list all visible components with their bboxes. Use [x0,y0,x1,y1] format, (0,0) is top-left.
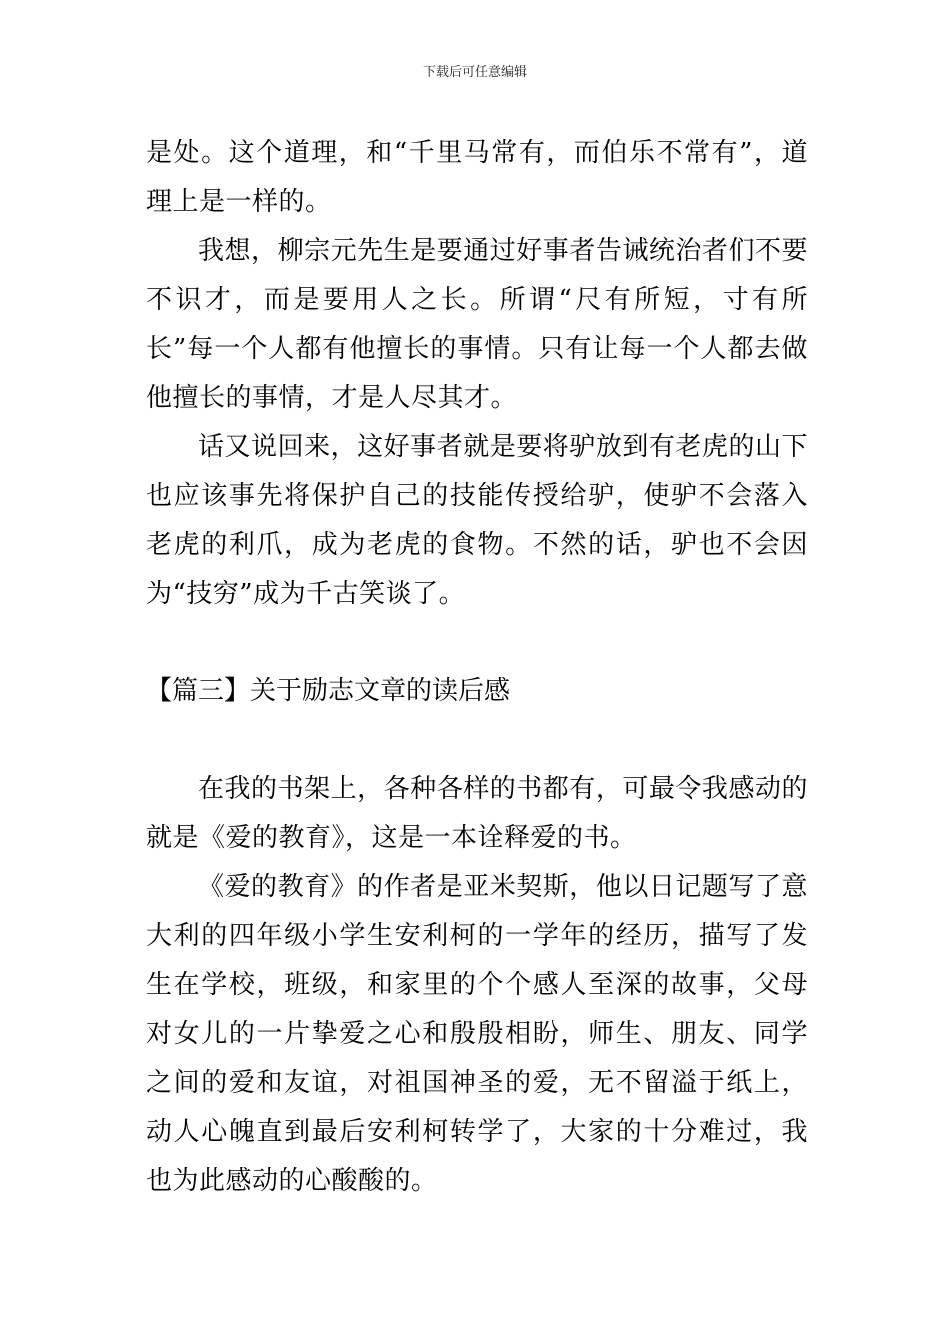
paragraph: 话又说回来，这好事者就是要将驴放到有老虎的山下也应该事先将保护自己的技能传授给驴，使驴不会落入老虎的利爪，成为老虎的食物。不然的话，驴也不会因为“技穷”成为千古笑谈了。 [146,432,808,609]
paragraph-continuation: 是处。这个道理，和“千里马常有，而伯乐不常有”，道理上是一样的。 [146,138,808,217]
paragraph: 《爱的教育》的作者是亚米契斯，他以日记题写了意大利的四年级小学生安利柯的一学年的经历，描写了发生在学校，班级，和家里的个个感人至深的故事，父母对女儿的一片挚爱之心和殷殷相盼，师生、朋友、同学之间的爱和友谊，对祖国神圣的爱，无不留溢于纸上，动人心魄直到最后安利柯转学了，大家的十分难过，我也为此感动的心酸酸的。 [146,872,808,1196]
section-heading: 【篇三】关于励志文章的读后感 [146,676,511,706]
page-header: 下载后可任意编辑 [422,65,527,80]
spacer [146,619,808,667]
spacer [146,716,808,765]
paragraph: 我想，柳宗元先生是要通过好事者告诫统治者们不要不识才，而是要用人之长。所谓“尺有所短，寸有所长”每一个人都有他擅长的事情。只有让每一个人都去做他擅长的事情，才是人尽其才。 [146,236,808,413]
paragraph: 在我的书架上，各种各样的书都有，可最令我感动的就是《爱的教育》，这是一本诠释爱的书。 [146,774,808,853]
document-body [146,129,808,1206]
